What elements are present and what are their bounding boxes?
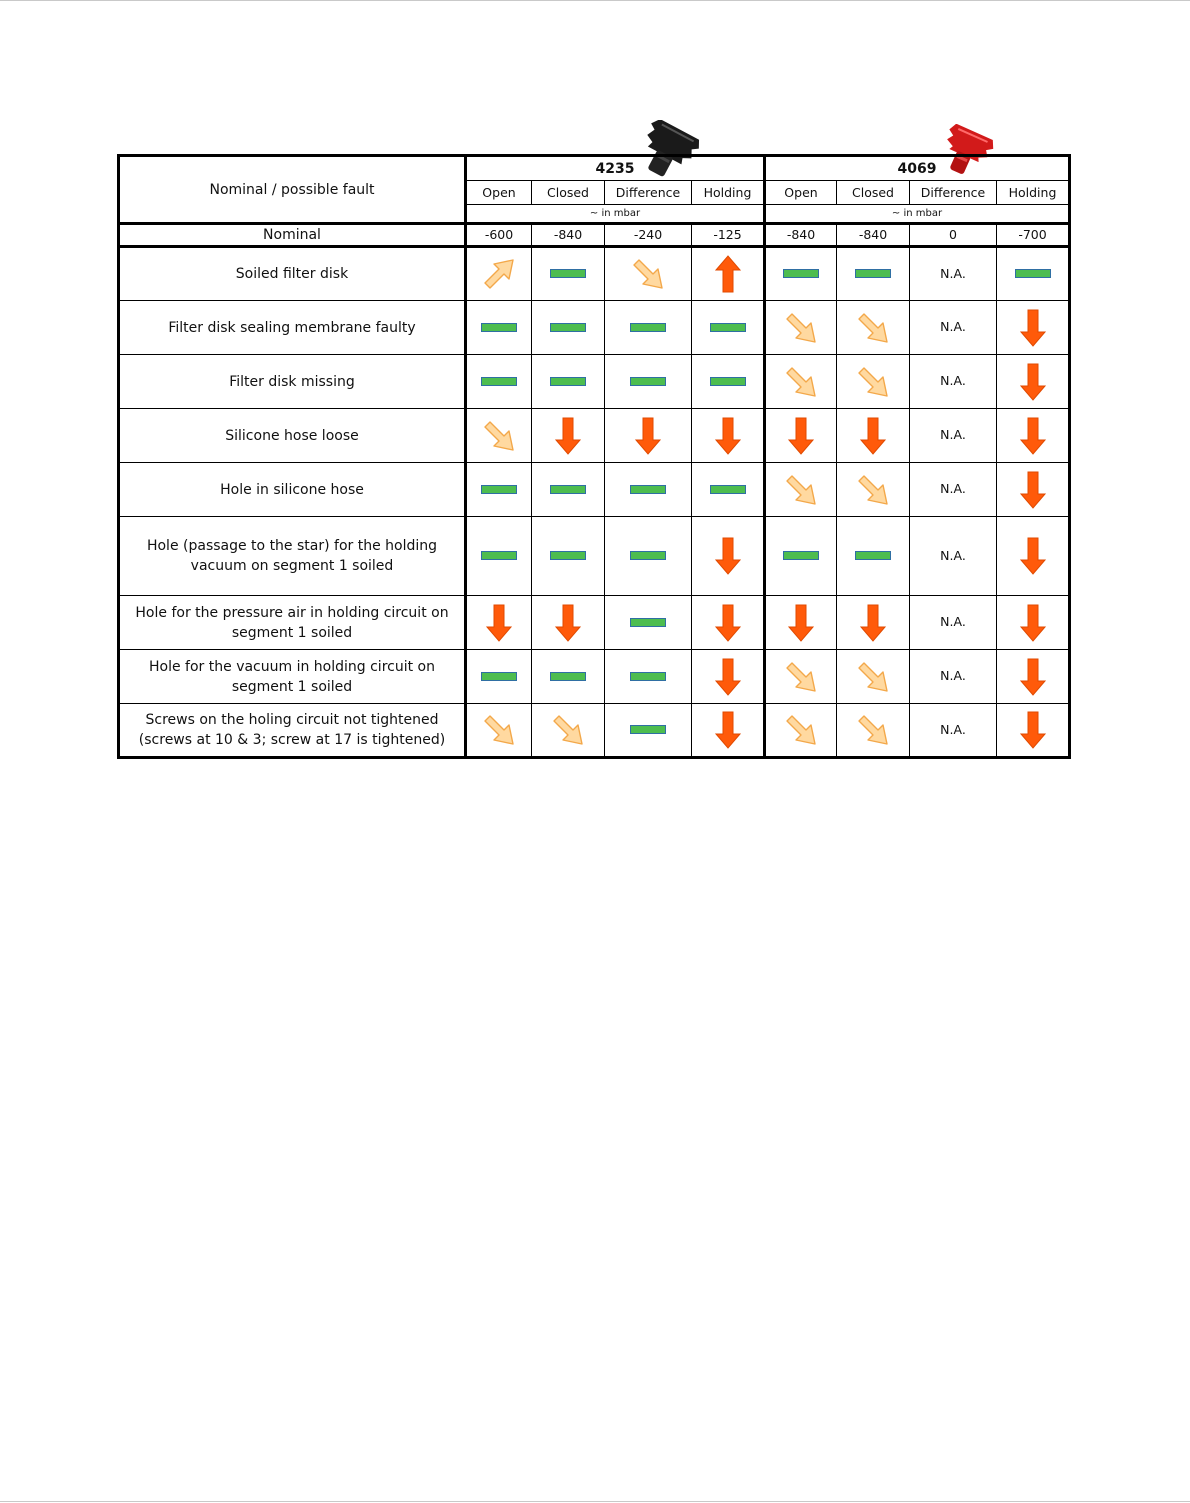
indicator-cell	[466, 247, 532, 301]
not-applicable-text: N.A.	[940, 319, 966, 334]
indicator-cell	[765, 301, 837, 355]
indicator-cell	[910, 301, 997, 355]
arrow-down-right-icon	[856, 365, 890, 399]
indicator-cell	[765, 355, 837, 409]
indicator-cell	[605, 247, 692, 301]
indicator-cell	[532, 517, 605, 596]
table-row	[119, 517, 1070, 596]
arrow-down-right-icon	[856, 473, 890, 507]
arrow-down-right-icon	[784, 660, 818, 694]
no-change-indicator	[630, 377, 666, 386]
table-row	[119, 650, 1070, 704]
table-row	[119, 463, 1070, 517]
not-applicable-text: N.A.	[940, 668, 966, 683]
indicator-cell	[466, 704, 532, 758]
indicator-cell	[466, 650, 532, 704]
fault-label: Hole in silicone hose	[119, 463, 466, 517]
arrow-down-right-icon	[784, 713, 818, 747]
subheader-closed: Closed	[837, 181, 910, 205]
no-change-indicator	[710, 485, 746, 494]
fault-label: Hole for the pressure air in holding circuit on segment 1 soiled	[119, 596, 466, 650]
arrow-down-right-icon	[856, 713, 890, 747]
fault-label: Silicone hose loose	[119, 409, 466, 463]
indicator-cell	[692, 301, 765, 355]
indicator-cell	[466, 409, 532, 463]
arrow-down-icon	[1019, 416, 1047, 456]
indicator-cell	[466, 596, 532, 650]
no-change-indicator	[550, 672, 586, 681]
indicator-cell	[692, 409, 765, 463]
arrow-down-icon	[554, 416, 582, 456]
arrow-down-icon	[787, 603, 815, 643]
arrow-down-icon	[714, 710, 742, 750]
indicator-cell	[837, 301, 910, 355]
nominal-label: Nominal	[119, 224, 466, 247]
arrow-down-icon	[554, 603, 582, 643]
indicator-cell	[997, 596, 1070, 650]
subheader-holding: Holding	[692, 181, 765, 205]
indicator-cell	[692, 704, 765, 758]
fault-label: Filter disk sealing membrane faulty	[119, 301, 466, 355]
nominal-value: -600	[466, 224, 532, 247]
no-change-indicator	[630, 551, 666, 560]
subheader-closed: Closed	[532, 181, 605, 205]
indicator-cell	[765, 704, 837, 758]
subheader-difference: Difference	[605, 181, 692, 205]
table-row	[119, 409, 1070, 463]
indicator-cell	[910, 247, 997, 301]
no-change-indicator	[630, 618, 666, 627]
not-applicable-text: N.A.	[940, 427, 966, 442]
page-top-border	[0, 0, 1190, 1]
arrow-down-icon	[859, 416, 887, 456]
indicator-cell	[837, 517, 910, 596]
indicator-cell	[605, 650, 692, 704]
arrow-down-right-icon	[784, 473, 818, 507]
arrow-down-right-icon	[551, 713, 585, 747]
fault-label: Hole for the vacuum in holding circuit on segment 1 soiled	[119, 650, 466, 704]
no-change-indicator	[630, 485, 666, 494]
arrow-down-icon	[1019, 536, 1047, 576]
no-change-indicator	[481, 672, 517, 681]
fault-label: Soiled filter disk	[119, 247, 466, 301]
table-row	[119, 355, 1070, 409]
arrow-down-right-icon	[784, 311, 818, 345]
no-change-indicator	[855, 269, 891, 278]
indicator-cell	[765, 463, 837, 517]
arrow-down-icon	[714, 657, 742, 697]
no-change-indicator	[783, 551, 819, 560]
arrow-down-right-icon	[856, 660, 890, 694]
arrow-down-right-icon	[631, 257, 665, 291]
group-header-4235: 4235	[466, 156, 765, 181]
nominal-value: -840	[532, 224, 605, 247]
indicator-cell	[532, 463, 605, 517]
arrow-down-right-icon	[482, 419, 516, 453]
table-row	[119, 704, 1070, 758]
indicator-cell	[605, 301, 692, 355]
indicator-cell	[765, 596, 837, 650]
arrow-down-right-icon	[784, 365, 818, 399]
fault-label: Screws on the holing circuit not tightened (screws at 10 & 3; screw at 17 is tightened)	[119, 704, 466, 758]
indicator-cell	[692, 517, 765, 596]
indicator-cell	[910, 463, 997, 517]
arrow-down-icon	[1019, 362, 1047, 402]
no-change-indicator	[550, 485, 586, 494]
arrow-down-icon	[485, 603, 513, 643]
not-applicable-text: N.A.	[940, 614, 966, 629]
indicator-cell	[466, 517, 532, 596]
subheader-difference: Difference	[910, 181, 997, 205]
not-applicable-text: N.A.	[940, 721, 966, 737]
nominal-value: -840	[765, 224, 837, 247]
nominal-value: 0	[910, 224, 997, 247]
table-row	[119, 596, 1070, 650]
indicator-cell	[837, 650, 910, 704]
indicator-cell	[837, 596, 910, 650]
indicator-cell	[765, 409, 837, 463]
indicator-cell	[765, 650, 837, 704]
indicator-cell	[605, 463, 692, 517]
fault-label: Hole (passage to the star) for the holding vacuum on segment 1 soiled	[119, 517, 466, 596]
fault-label: Filter disk missing	[119, 355, 466, 409]
indicator-cell	[910, 596, 997, 650]
indicator-cell	[466, 301, 532, 355]
arrow-down-icon	[1019, 657, 1047, 697]
indicator-cell	[532, 704, 605, 758]
no-change-indicator	[630, 672, 666, 681]
arrow-up-icon	[714, 254, 742, 294]
indicator-cell	[692, 247, 765, 301]
indicator-cell	[466, 463, 532, 517]
indicator-cell	[910, 704, 997, 758]
table-row	[119, 301, 1070, 355]
arrow-down-icon	[714, 416, 742, 456]
nominal-value: -840	[837, 224, 910, 247]
no-change-indicator	[630, 323, 666, 332]
indicator-cell	[765, 247, 837, 301]
indicator-cell	[910, 355, 997, 409]
indicator-cell	[605, 596, 692, 650]
indicator-cell	[532, 301, 605, 355]
indicator-cell	[532, 355, 605, 409]
arrow-down-icon	[1019, 470, 1047, 510]
indicator-cell	[910, 650, 997, 704]
no-change-indicator	[710, 377, 746, 386]
indicator-cell	[837, 409, 910, 463]
arrow-down-icon	[1019, 603, 1047, 643]
indicator-cell	[605, 517, 692, 596]
no-change-indicator	[550, 323, 586, 332]
indicator-cell	[692, 463, 765, 517]
no-change-indicator	[1015, 269, 1051, 278]
arrow-down-icon	[634, 416, 662, 456]
indicator-cell	[466, 355, 532, 409]
subheader-open: Open	[466, 181, 532, 205]
subheader-holding: Holding	[997, 181, 1070, 205]
arrow-down-icon	[1019, 710, 1047, 750]
indicator-cell	[837, 247, 910, 301]
no-change-indicator	[710, 323, 746, 332]
header-label: Nominal / possible fault	[119, 156, 466, 224]
arrow-down-icon	[714, 536, 742, 576]
arrow-down-right-icon	[856, 311, 890, 345]
arrow-down-icon	[714, 603, 742, 643]
unit-note-4235: ~ in mbar	[466, 205, 765, 224]
no-change-indicator	[630, 725, 666, 734]
indicator-cell	[692, 355, 765, 409]
no-change-indicator	[481, 377, 517, 386]
indicator-cell	[997, 301, 1070, 355]
indicator-cell	[910, 517, 997, 596]
indicator-cell	[997, 409, 1070, 463]
indicator-cell	[997, 355, 1070, 409]
indicator-cell	[837, 463, 910, 517]
indicator-cell	[532, 409, 605, 463]
group-header-4069: 4069	[765, 156, 1070, 181]
indicator-cell	[692, 650, 765, 704]
indicator-cell	[605, 704, 692, 758]
subheader-open: Open	[765, 181, 837, 205]
arrow-down-icon	[859, 603, 887, 643]
indicator-cell	[837, 704, 910, 758]
table-row	[119, 247, 1070, 301]
not-applicable-text: N.A.	[940, 265, 966, 281]
nominal-value: -700	[997, 224, 1070, 247]
indicator-cell	[997, 650, 1070, 704]
page-bottom-border	[0, 1501, 1190, 1502]
indicator-cell	[997, 247, 1070, 301]
no-change-indicator	[550, 269, 586, 278]
no-change-indicator	[783, 269, 819, 278]
no-change-indicator	[481, 485, 517, 494]
indicator-cell	[532, 650, 605, 704]
indicator-cell	[997, 517, 1070, 596]
indicator-cell	[605, 409, 692, 463]
no-change-indicator	[550, 551, 586, 560]
no-change-indicator	[481, 551, 517, 560]
indicator-cell	[910, 409, 997, 463]
not-applicable-text: N.A.	[940, 481, 966, 496]
indicator-cell	[837, 355, 910, 409]
no-change-indicator	[550, 377, 586, 386]
indicator-cell	[997, 463, 1070, 517]
no-change-indicator	[481, 323, 517, 332]
no-change-indicator	[855, 551, 891, 560]
indicator-cell	[532, 247, 605, 301]
indicator-cell	[765, 517, 837, 596]
indicator-cell	[692, 596, 765, 650]
indicator-cell	[605, 355, 692, 409]
fault-table	[117, 154, 1071, 759]
not-applicable-text: N.A.	[940, 547, 966, 563]
nominal-value: -125	[692, 224, 765, 247]
not-applicable-text: N.A.	[940, 373, 966, 388]
indicator-cell	[997, 704, 1070, 758]
arrow-down-right-icon	[482, 713, 516, 747]
nominal-value: -240	[605, 224, 692, 247]
arrow-down-icon	[1019, 308, 1047, 348]
indicator-cell	[532, 596, 605, 650]
unit-note-4069: ~ in mbar	[765, 205, 1070, 224]
arrow-down-icon	[787, 416, 815, 456]
arrow-up-right-icon	[482, 257, 516, 291]
